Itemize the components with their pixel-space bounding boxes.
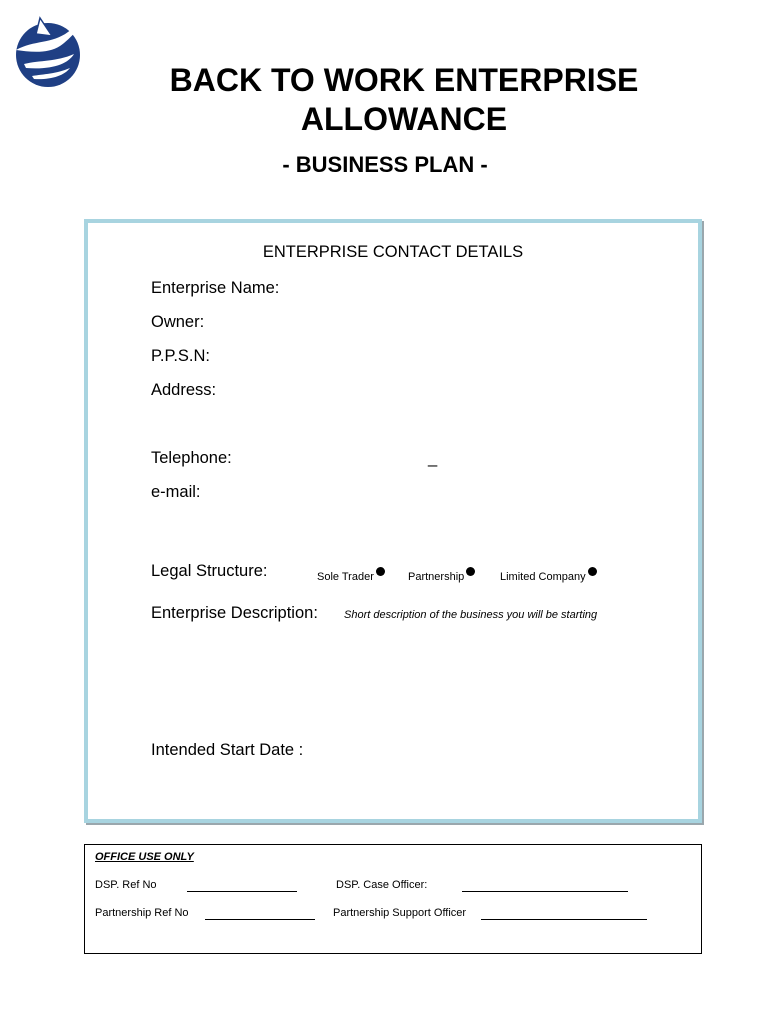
legal-option-label: Partnership: [408, 571, 465, 583]
partnership-ref-blank[interactable]: [205, 919, 315, 920]
legal-option-limited-company[interactable]: [500, 567, 597, 583]
contact-details-heading: ENTERPRISE CONTACT DETAILS: [262, 243, 524, 261]
legal-option-label: Sole Trader: [317, 571, 374, 583]
partnership-officer-label: Partnership Support Officer: [333, 907, 467, 919]
radio-bullet-icon[interactable]: [588, 567, 597, 576]
legal-option-label: Limited Company: [500, 571, 586, 583]
legal-structure-label: Legal Structure:: [151, 562, 268, 580]
partnership-officer-blank[interactable]: [481, 919, 647, 920]
office-use-box: [84, 844, 702, 954]
title-line-2: ALLOWANCE: [300, 101, 508, 137]
office-use-title: OFFICE USE ONLY: [95, 851, 194, 863]
contact-details-box: [84, 219, 702, 823]
radio-bullet-icon[interactable]: [376, 567, 385, 576]
subtitle: - BUSINESS PLAN -: [282, 152, 488, 177]
radio-bullet-icon[interactable]: [466, 567, 475, 576]
title-line-1: BACK TO WORK ENTERPRISE: [169, 62, 639, 98]
ppsn-label: P.P.S.N:: [151, 347, 211, 365]
description-hint: Short description of the business you will be starting: [344, 609, 598, 621]
enterprise-description-label: Enterprise Description:: [151, 604, 318, 622]
dsp-ref-blank[interactable]: [187, 891, 297, 892]
intended-start-date-label: Intended Start Date :: [151, 741, 304, 759]
telephone-dash: _: [428, 449, 438, 467]
telephone-label: Telephone:: [151, 449, 232, 467]
partnership-ref-label: Partnership Ref No: [95, 907, 189, 919]
owner-label: Owner:: [151, 313, 205, 331]
legal-option-sole-trader[interactable]: [317, 567, 385, 583]
case-officer-blank[interactable]: [462, 891, 628, 892]
case-officer-label: DSP. Case Officer:: [336, 879, 428, 891]
enterprise-name-label: Enterprise Name:: [151, 279, 280, 297]
email-label: e-mail:: [151, 483, 201, 501]
dsp-ref-label: DSP. Ref No: [95, 879, 157, 891]
address-label: Address:: [151, 381, 217, 399]
legal-option-partnership[interactable]: [408, 567, 475, 583]
